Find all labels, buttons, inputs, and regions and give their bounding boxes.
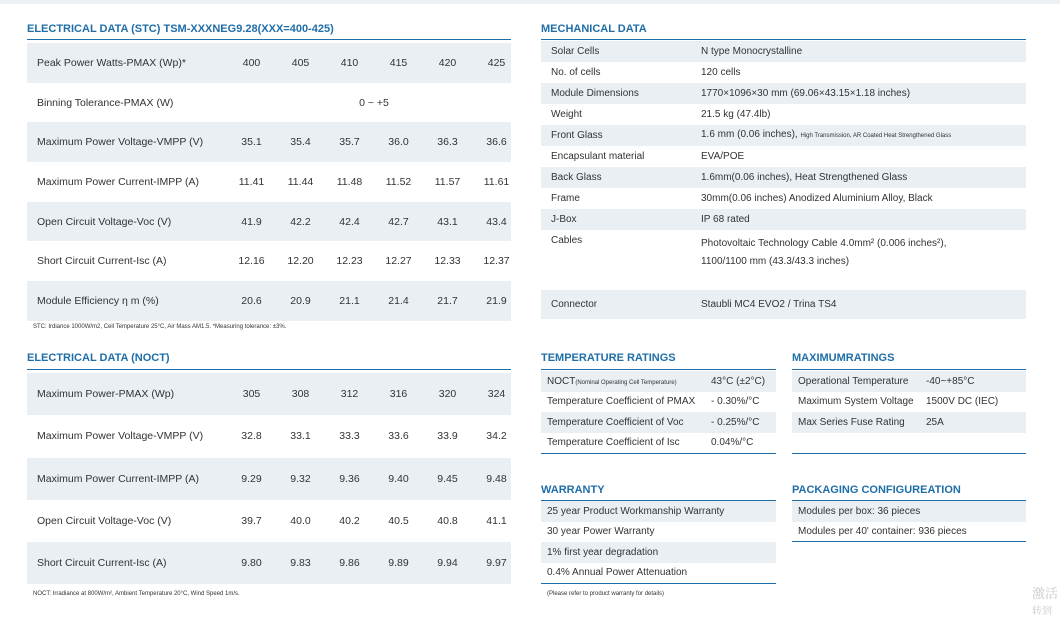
warranty-item bbox=[541, 563, 776, 584]
warranty-item-text: 30 year Power Warranty bbox=[547, 526, 655, 538]
stc-cell: 35.7 bbox=[339, 136, 360, 149]
noct-cell: 9.83 bbox=[290, 557, 311, 570]
stc-row-label: Binning Tolerance-PMAX (W) bbox=[37, 96, 174, 109]
temp-row-value: - 0.25%/°C bbox=[711, 416, 760, 428]
stc-cell: 410 bbox=[340, 56, 359, 69]
max-rule bbox=[792, 369, 1026, 370]
noct-cell: 33.1 bbox=[290, 430, 311, 443]
stc-cell: 11.41 bbox=[238, 175, 265, 188]
mech-rule bbox=[541, 39, 1026, 40]
stc-row-label: Module Efficiency η m (%) bbox=[37, 295, 159, 308]
mech-row-label: No. of cells bbox=[551, 67, 601, 78]
mech-row-label: J-Box bbox=[551, 214, 577, 225]
stc-cell: 405 bbox=[291, 56, 310, 69]
stc-cell: 11.61 bbox=[483, 175, 510, 188]
noct-cell: 40.2 bbox=[339, 515, 360, 528]
mech-row bbox=[541, 41, 1026, 62]
stc-cell: 11.52 bbox=[385, 175, 412, 188]
stc-cell: 12.33 bbox=[434, 255, 461, 268]
mech-row-value-wrap bbox=[701, 190, 933, 208]
mech-row-label: Encapsulant material bbox=[551, 151, 645, 162]
temp-row-label-text: Temperature Coefficient of PMAX bbox=[547, 396, 696, 408]
noct-cell: 305 bbox=[242, 388, 261, 401]
mech-row-value-wrap bbox=[701, 148, 744, 166]
noct-cell: 9.29 bbox=[241, 472, 262, 485]
packaging-title: PACKAGING CONFIGUREATION bbox=[792, 484, 961, 496]
temp-row-value: - 0.30%/°C bbox=[711, 396, 760, 408]
noct-row-label: Maximum Power-PMAX (Wp) bbox=[37, 388, 175, 401]
stc-rule bbox=[27, 39, 511, 40]
mech-row bbox=[541, 146, 1026, 167]
noct-cell: 9.48 bbox=[486, 472, 507, 485]
mech-row-value-wrap bbox=[701, 235, 947, 271]
max-bottom-rule bbox=[792, 453, 1026, 454]
mech-row bbox=[541, 167, 1026, 188]
noct-cell: 40.5 bbox=[388, 515, 409, 528]
noct-rule bbox=[27, 369, 511, 370]
mech-row-label: Frame bbox=[551, 193, 580, 204]
stc-cell: 425 bbox=[487, 56, 506, 69]
mech-row-value2: 1100/1100 mm (43.3/43.3 inches) bbox=[701, 256, 850, 267]
noct-cell: 9.32 bbox=[290, 472, 311, 485]
stc-cell: 35.1 bbox=[241, 136, 262, 149]
temp-row-label bbox=[541, 417, 711, 428]
temp-row-value: 0.04%/°C bbox=[711, 437, 754, 449]
noct-cell: 312 bbox=[340, 388, 359, 401]
stc-note: STC: Irdiance 1000W/m2, Cell Temperature 25°C, Air Mass AM1.5. *Measuring tolerance: ±3%. bbox=[33, 324, 287, 330]
noct-title: ELECTRICAL DATA (NOCT) bbox=[27, 352, 170, 364]
mech-row bbox=[541, 290, 1026, 319]
stc-row-label: Maximum Power Current-IMPP (A) bbox=[37, 175, 200, 188]
temp-rule bbox=[541, 369, 776, 370]
stc-cell: 11.57 bbox=[434, 175, 461, 188]
mech-row-value: Photovoltaic Technology Cable 4.0mm² (0.006 inches²), bbox=[701, 238, 947, 249]
max-row-label: Maximum System Voltage bbox=[798, 396, 914, 408]
noct-cell: 40.0 bbox=[290, 515, 311, 528]
stc-row bbox=[27, 43, 511, 83]
noct-cell: 41.1 bbox=[486, 515, 507, 528]
noct-row-label: Open Circuit Voltage-Voc (V) bbox=[37, 515, 172, 528]
temp-row-label bbox=[541, 437, 711, 448]
mech-row bbox=[541, 209, 1026, 230]
temp-row-label bbox=[541, 376, 711, 387]
mech-row bbox=[541, 230, 1026, 285]
stc-cell: 20.6 bbox=[241, 295, 262, 308]
mech-row-label: Back Glass bbox=[551, 172, 602, 183]
noct-row bbox=[27, 542, 511, 584]
stc-cell: 415 bbox=[389, 56, 408, 69]
mech-row bbox=[541, 125, 1026, 146]
mech-row bbox=[541, 62, 1026, 83]
mech-row-label: Connector bbox=[551, 299, 598, 310]
stc-cell: 21.4 bbox=[388, 295, 409, 308]
stc-cell: 21.7 bbox=[437, 295, 458, 308]
temp-row bbox=[541, 392, 776, 413]
temp-row bbox=[541, 371, 776, 392]
mech-row-label: Solar Cells bbox=[551, 46, 600, 57]
noct-cell: 320 bbox=[438, 388, 457, 401]
packaging-item-text: Modules per 40' container: 936 pieces bbox=[798, 526, 967, 538]
noct-cell: 33.3 bbox=[339, 430, 360, 443]
max-row-label: Operational Temperature bbox=[798, 375, 909, 387]
stc-row bbox=[27, 162, 511, 202]
mech-row-value: EVA/POE bbox=[701, 150, 745, 162]
noct-cell: 9.86 bbox=[339, 557, 360, 570]
noct-note: NOCT: Irradiance at 800W/m², Ambient Temperature 20°C, Wind Speed 1m/s. bbox=[33, 591, 240, 597]
max-row bbox=[792, 392, 1026, 413]
noct-cell: 324 bbox=[487, 388, 506, 401]
packaging-item-text: Modules per box: 36 pieces bbox=[798, 505, 921, 517]
mech-row-value: 1.6 mm (0.06 inches), bbox=[701, 129, 798, 140]
mech-row-value-wrap bbox=[701, 43, 802, 61]
max-row-value: -40~+85°C bbox=[926, 375, 975, 387]
stc-cell: 12.23 bbox=[336, 255, 363, 268]
stc-row-label: Maximum Power Voltage-VMPP (V) bbox=[37, 136, 204, 149]
stc-cell: 21.1 bbox=[339, 295, 360, 308]
noct-cell: 9.94 bbox=[437, 557, 458, 570]
mech-title: MECHANICAL DATA bbox=[541, 23, 647, 35]
warranty-item bbox=[541, 542, 776, 563]
stc-cell: 42.4 bbox=[339, 215, 360, 228]
mech-row-label: Front Glass bbox=[551, 130, 603, 141]
max-row-value: 1500V DC (IEC) bbox=[926, 396, 999, 408]
warranty-item-text: 1% first year degradation bbox=[547, 546, 659, 558]
temp-row-label-text: Temperature Coefficient of Voc bbox=[547, 416, 684, 428]
noct-cell: 9.36 bbox=[339, 472, 360, 485]
mech-row-value-wrap bbox=[701, 126, 951, 145]
stc-cell: 11.48 bbox=[336, 175, 363, 188]
temp-row bbox=[541, 433, 776, 454]
stc-cell: 36.3 bbox=[437, 136, 458, 149]
noct-row-label: Maximum Power Current-IMPP (A) bbox=[37, 472, 200, 485]
noct-row bbox=[27, 500, 511, 542]
stc-cell: 43.1 bbox=[437, 215, 458, 228]
stc-cell: 41.9 bbox=[241, 215, 262, 228]
warranty-note: (Please refer to product warranty for details) bbox=[547, 591, 665, 597]
noct-cell: 32.8 bbox=[241, 430, 262, 443]
mech-row bbox=[541, 104, 1026, 125]
watermark-line1: 激活 bbox=[1032, 586, 1059, 601]
mech-row-value-wrap bbox=[701, 211, 750, 229]
stc-cell: 11.44 bbox=[287, 175, 314, 188]
packaging-bottom-rule bbox=[792, 541, 1026, 542]
warranty-bottom-rule bbox=[541, 583, 776, 584]
top-rule bbox=[0, 0, 1060, 4]
stc-row-label: Open Circuit Voltage-Voc (V) bbox=[37, 215, 172, 228]
mech-row-value: IP 68 rated bbox=[701, 213, 750, 225]
mech-row-value: 120 cells bbox=[701, 66, 741, 78]
warranty-item-text: 25 year Product Workmanship Warranty bbox=[547, 505, 725, 517]
stc-row-label: Short Circuit Current-Isc (A) bbox=[37, 255, 167, 268]
watermark-line2: 转到 bbox=[1032, 606, 1052, 617]
noct-cell: 40.8 bbox=[437, 515, 458, 528]
mech-row-value: N type Monocrystalline bbox=[701, 45, 803, 57]
noct-cell: 9.89 bbox=[388, 557, 409, 570]
mech-row-value: 21.5 kg (47.4lb) bbox=[701, 108, 771, 120]
mech-row-label: Cables bbox=[551, 235, 583, 246]
max-row bbox=[792, 371, 1026, 392]
stc-cell: 12.27 bbox=[385, 255, 412, 268]
temp-row-label bbox=[541, 396, 711, 407]
stc-cell: 42.2 bbox=[290, 215, 311, 228]
noct-row bbox=[27, 458, 511, 500]
noct-cell: 39.7 bbox=[241, 515, 262, 528]
stc-row bbox=[27, 202, 511, 242]
noct-row bbox=[27, 373, 511, 415]
mech-row-value-wrap bbox=[701, 296, 836, 314]
noct-row-label: Short Circuit Current-Isc (A) bbox=[37, 557, 167, 570]
temp-bottom-rule bbox=[541, 453, 776, 454]
stc-title: ELECTRICAL DATA (STC) TSM-XXXNEG9.28(XXX=400-425) bbox=[27, 23, 334, 35]
max-row bbox=[792, 412, 1026, 433]
mech-row bbox=[541, 188, 1026, 209]
mech-row-value: 30mm(0.06 inches) Anodized Aluminium Alloy, Black bbox=[701, 192, 933, 204]
mech-row bbox=[541, 83, 1026, 104]
noct-cell: 9.97 bbox=[486, 557, 507, 570]
stc-row bbox=[27, 83, 511, 123]
stc-cell: 36.6 bbox=[486, 136, 507, 149]
noct-cell: 33.6 bbox=[388, 430, 409, 443]
packaging-item bbox=[792, 501, 1026, 522]
temp-row-label-text: NOCT bbox=[547, 375, 576, 387]
stc-cell: 20.9 bbox=[290, 295, 311, 308]
noct-row bbox=[27, 415, 511, 457]
temp-row-value: 43°C (±2°C) bbox=[711, 375, 766, 387]
mech-row-value: 1.6mm(0.06 inches), Heat Strengthened Glass bbox=[701, 171, 908, 183]
stc-cell: 400 bbox=[242, 56, 261, 69]
noct-cell: 308 bbox=[291, 388, 310, 401]
stc-cell: 12.37 bbox=[483, 255, 510, 268]
stc-row bbox=[27, 242, 511, 282]
packaging-item bbox=[792, 522, 1026, 543]
stc-cell: 420 bbox=[438, 56, 457, 69]
noct-cell: 9.40 bbox=[388, 472, 409, 485]
noct-cell: 34.2 bbox=[486, 430, 507, 443]
temp-row bbox=[541, 412, 776, 433]
stc-cell: 36.0 bbox=[388, 136, 409, 149]
warranty-item bbox=[541, 501, 776, 522]
stc-cell: 21.9 bbox=[486, 295, 507, 308]
stc-cell: 12.16 bbox=[238, 255, 265, 268]
stc-cell: 43.4 bbox=[486, 215, 507, 228]
noct-cell: 33.9 bbox=[437, 430, 458, 443]
max-row-value: 25A bbox=[926, 416, 944, 428]
mech-row-value: Staubli MC4 EVO2 / Trina TS4 bbox=[701, 298, 837, 310]
noct-cell: 9.45 bbox=[437, 472, 458, 485]
mech-row-value-wrap bbox=[701, 169, 907, 187]
temp-row-label-text: Temperature Coefficient of Isc bbox=[547, 437, 680, 449]
warranty-item-text: 0.4% Annual Power Attenuation bbox=[547, 567, 688, 579]
max-row-label: Max Series Fuse Rating bbox=[798, 416, 905, 428]
max-title: MAXIMUMRATINGS bbox=[792, 352, 895, 364]
stc-row-value: 0 ~ +5 bbox=[359, 96, 389, 109]
mech-row-label: Weight bbox=[551, 109, 582, 120]
stc-row bbox=[27, 122, 511, 162]
stc-row-label: Peak Power Watts-PMAX (Wp)* bbox=[37, 56, 186, 69]
mech-row-value: 1770×1096×30 mm (69.06×43.15×1.18 inches) bbox=[701, 87, 911, 99]
stc-cell: 12.20 bbox=[287, 255, 314, 268]
mech-row-value-wrap bbox=[701, 64, 740, 82]
noct-row-label: Maximum Power Voltage-VMPP (V) bbox=[37, 430, 204, 443]
mech-row-value-wrap bbox=[701, 106, 771, 124]
mech-row-value-small: High Transmission, AR Coated Heat Strengthened Glass bbox=[800, 133, 952, 139]
stc-cell: 35.4 bbox=[290, 136, 311, 149]
mech-row-value-wrap bbox=[701, 85, 910, 103]
temp-title: TEMPERATURE RATINGS bbox=[541, 352, 676, 364]
temp-row-label-small: (Nominal Operating Cell Temperature) bbox=[575, 379, 677, 386]
noct-cell: 316 bbox=[389, 388, 408, 401]
stc-row bbox=[27, 281, 511, 321]
warranty-item bbox=[541, 522, 776, 543]
mech-row-label: Module Dimensions bbox=[551, 88, 639, 99]
warranty-title: WARRANTY bbox=[541, 484, 605, 496]
noct-cell: 9.80 bbox=[241, 557, 262, 570]
stc-cell: 42.7 bbox=[388, 215, 409, 228]
